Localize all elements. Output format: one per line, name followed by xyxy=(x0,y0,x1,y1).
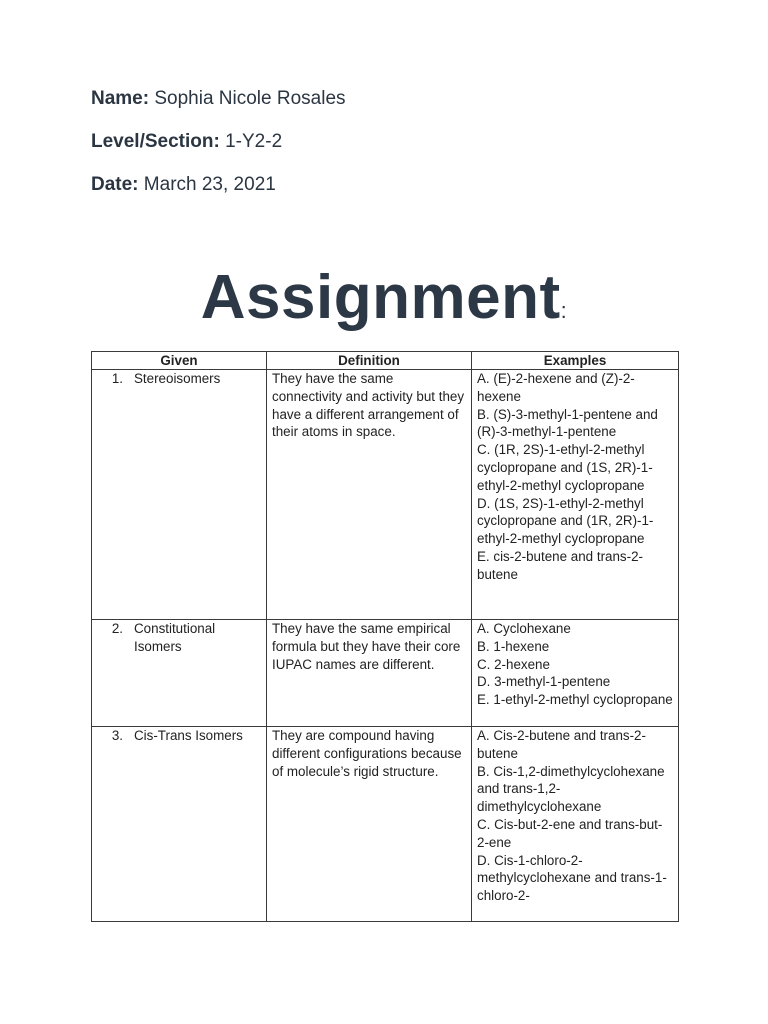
table-row xyxy=(92,727,679,922)
date-label: Date: xyxy=(91,174,139,195)
given-term: Stereoisomers xyxy=(134,371,221,386)
title-colon: : xyxy=(560,298,568,323)
row-number: 2. xyxy=(111,621,123,636)
given-cell xyxy=(92,620,267,727)
definition-cell: They have the same connectivity and activity but they have a different arrangement of their atoms in space. xyxy=(267,370,472,620)
table-row xyxy=(92,370,679,620)
level-section-value: 1-Y2-2 xyxy=(225,131,283,152)
example-item: C. Cis-but-2-ene and trans-but-2-ene xyxy=(477,816,663,850)
table-header-row xyxy=(92,352,679,370)
column-header-given: Given xyxy=(92,352,267,370)
definition-cell: They have the same empirical formula but they have their core IUPAC names are different. xyxy=(267,620,472,727)
given-term: Cis-Trans Isomers xyxy=(134,728,243,743)
example-item: D. Cis-1-chloro-2-methylcyclohexane and trans-1-chloro-2- xyxy=(477,852,667,904)
level-section-line xyxy=(91,131,346,153)
example-item: A. Cis-2-butene and trans-2-butene xyxy=(477,728,646,761)
example-item: B. 1-hexene xyxy=(477,638,550,654)
page-title xyxy=(0,262,768,347)
example-item: C. (1R, 2S)-1-ethyl-2-methyl cyclopropane and (1S, 2R)-1-ethyl-2-methyl cyclopropane xyxy=(477,442,653,493)
title-text: Assignment xyxy=(200,263,561,332)
row-number: 3. xyxy=(111,728,123,743)
assignment-table xyxy=(91,351,679,922)
example-item: C. 2-hexene xyxy=(477,656,550,672)
table-row xyxy=(92,620,679,727)
example-item: E. cis-2-butene and trans-2-butene xyxy=(477,548,643,582)
example-item: D. 3-methyl-1-pentene xyxy=(477,674,611,690)
example-item: E. 1-ethyl-2-methyl cyclopropane xyxy=(477,692,673,708)
example-item: D. (1S, 2S)-1-ethyl-2-methyl cyclopropane and (1R, 2R)-1-ethyl-2-methyl cyclopropane xyxy=(477,495,654,547)
row-number: 1. xyxy=(111,371,123,386)
date-line xyxy=(91,174,346,196)
given-cell xyxy=(92,727,267,922)
example-item: A. (E)-2-hexene and (Z)-2-hexene xyxy=(477,371,635,404)
examples-cell xyxy=(472,370,679,620)
example-item: A. Cyclohexane xyxy=(477,621,571,636)
example-item: B. (S)-3-methyl-1-pentene and (R)-3-methyl-1-pentene xyxy=(477,406,658,440)
definition-cell: They are compound having different configurations because of molecule’s rigid structure. xyxy=(267,727,472,922)
name-value: Sophia Nicole Rosales xyxy=(154,88,346,109)
column-header-examples: Examples xyxy=(472,352,679,370)
name-label: Name: xyxy=(91,88,150,109)
name-line xyxy=(91,88,346,110)
given-cell xyxy=(92,370,267,620)
level-section-label: Level/Section: xyxy=(91,131,220,152)
example-item: B. Cis-1,2-dimethylcyclohexane and trans-1,2-dimethylcyclohexane xyxy=(477,763,665,815)
column-header-definition: Definition xyxy=(267,352,472,370)
date-value: March 23, 2021 xyxy=(143,174,276,195)
given-term: Constitutional Isomers xyxy=(134,621,216,654)
examples-cell xyxy=(472,727,679,922)
student-info xyxy=(91,88,346,217)
examples-cell xyxy=(472,620,679,727)
